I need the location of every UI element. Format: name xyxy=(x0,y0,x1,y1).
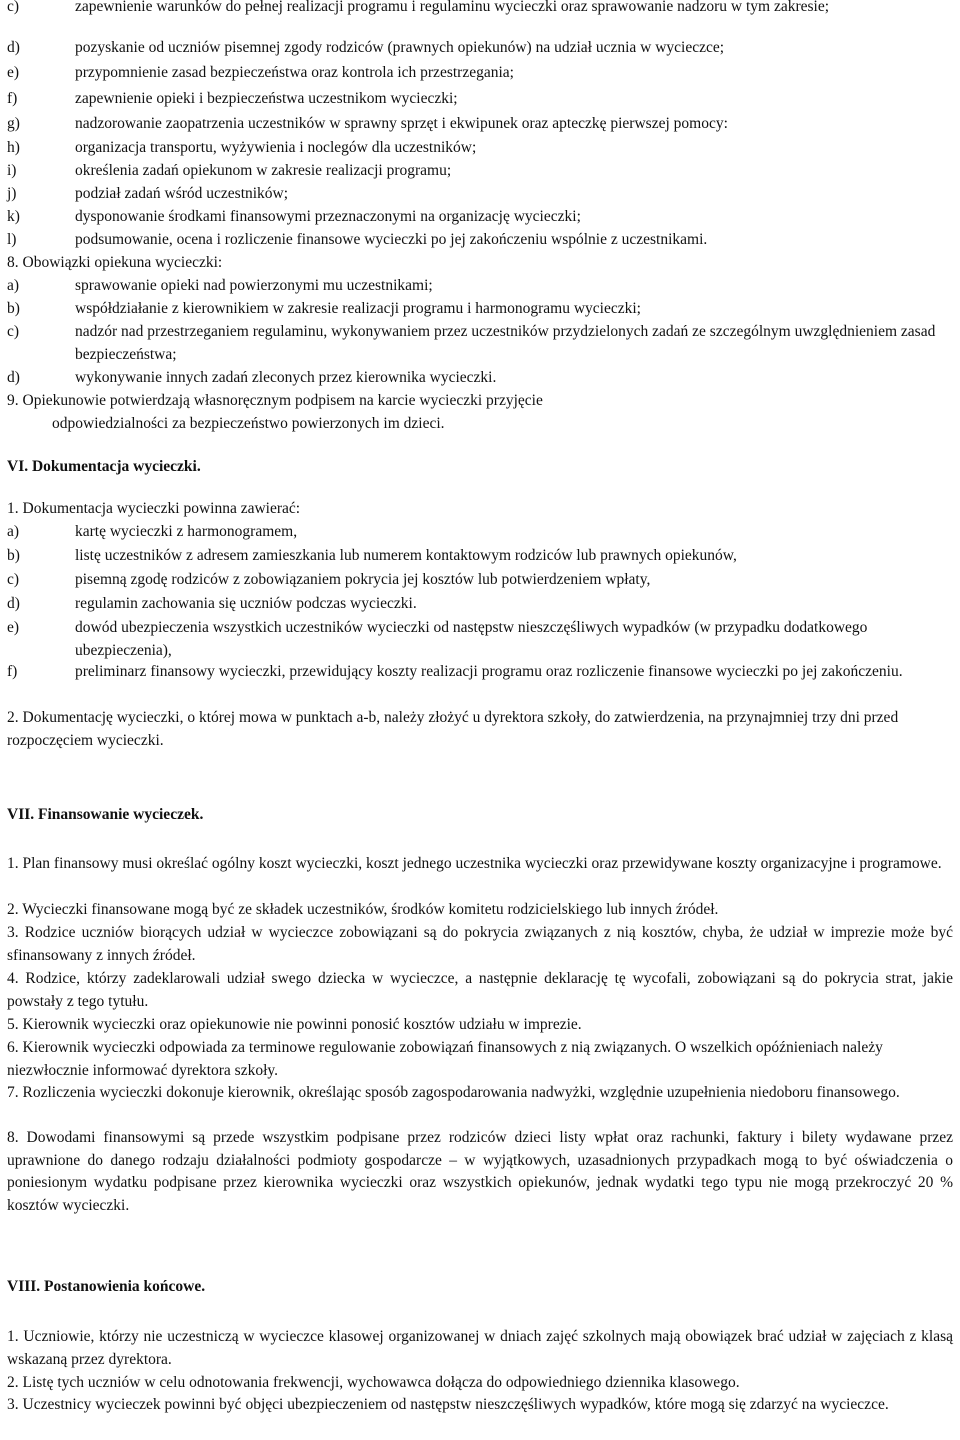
list-item-label: a) xyxy=(7,523,20,540)
list-item-label: b) xyxy=(7,547,20,564)
list-item-text: kartę wycieczki z harmonogramem, xyxy=(75,523,298,540)
section-7-para-2: 2. Wycieczki finansowane mogą być ze składek uczestników, środków komitetu rodzicielskiego lub innych źródeł. xyxy=(7,901,719,918)
list-item-label: g) xyxy=(7,115,20,132)
list-item-label: e) xyxy=(7,619,20,636)
section-6-para-2: 2. Dokumentację wycieczki, o której mowa w punktach a-b, należy złożyć u dyrektora szkoły, do zatwierdzenia, na przynajmniej trzy dni przed rozpoczęciem wycieczki. xyxy=(7,709,899,749)
section-7-para-3: 3. Rodzice uczniów biorących udział w wycieczce zobowiązani są do pokrycia związanych z nią kosztów, chyba, że udział w imprezie może być sfinansowany z innych źródeł. xyxy=(7,924,953,964)
list-item-text: pozyskanie od uczniów pisemnej zgody rodziców (prawnych opiekunów) na udział ucznia w wycieczce; xyxy=(75,39,725,56)
list-item-text: podział zadań wśród uczestników; xyxy=(75,185,289,202)
list-item-text: preliminarz finansowy wycieczki, przewidujący koszty realizacji programu oraz rozliczenie finansowe wycieczki po jej zakończeniu. xyxy=(75,663,903,680)
list-item-text: listę uczestników z adresem zamieszkania lub numerem kontaktowym rodziców lub prawnych opiekunów, xyxy=(75,547,737,564)
list-item-label: j) xyxy=(7,185,17,202)
list-item-label: i) xyxy=(7,162,17,179)
list-item-label: f) xyxy=(7,663,18,680)
paragraph-9-line2: odpowiedzialności za bezpieczeństwo powierzonych im dzieci. xyxy=(52,415,445,432)
section-8-para-3: 3. Uczestnicy wycieczek powinni być objęci ubezpieczeniem od następstw nieszczęśliwych wypadków, które mogą się zdarzyć na wycieczce. xyxy=(7,1396,889,1413)
list-item-label: d) xyxy=(7,369,20,386)
list-item-text: dowód ubezpieczenia wszystkich uczestników wycieczki od następstw nieszczęśliwych wypadków (w przypadku dodatkowego ubezpieczenia), xyxy=(75,619,868,659)
list-item-text: określenia zadań opiekunom w zakresie realizacji programu; xyxy=(75,162,452,179)
list-item-label: c) xyxy=(7,323,20,340)
list-item-label: b) xyxy=(7,300,20,317)
list-item-label: f) xyxy=(7,90,18,107)
list-item-label: c) xyxy=(7,571,20,588)
list-item-label: d) xyxy=(7,39,20,56)
list-item-label: k) xyxy=(7,208,20,225)
list-item-text: nadzorowanie zaopatrzenia uczestników w sprawny sprzęt i ekwipunek oraz apteczkę pierwszej pomocy: xyxy=(75,115,728,132)
list-item-label: e) xyxy=(7,64,20,81)
list-item-text: regulamin zachowania się uczniów podczas wycieczki. xyxy=(75,595,417,612)
section-7-para-8: 8. Dowodami finansowymi są przede wszystkim podpisane przez rodziców dzieci listy wpłat oraz rachunki, faktury i bilety wydawane przez uprawnione do danego rodzaju działalności podmioty gospodarcze – w wyjątkowych, uzasadnionych przypadkach mogą to być oświadczenia o poniesionym wydatku podpisane przez kierownika wycieczki oraz wszystkich opiekunów, jednak wydatki tego typu nie mogą przekroczyć 20 % kosztów wycieczki. xyxy=(7,1129,953,1214)
section-7-para-6: 6. Kierownik wycieczki odpowiada za terminowe regulowanie zobowiązań finansowych z nią związanych. O wszelkich opóźnieniach należy niezwłocznie informować dyrektora szkoły. xyxy=(7,1039,883,1079)
section-8-para-1: 1. Uczniowie, którzy nie uczestniczą w wycieczce klasowej organizowanej w dniach zajęć szkolnych mają obowiązek brać udział w zajęciach z klasą wskazaną przez dyrektora. xyxy=(7,1328,953,1368)
section-6-para-1: 1. Dokumentacja wycieczki powinna zawierać: xyxy=(7,500,301,517)
section-7-para-7: 7. Rozliczenia wycieczki dokonuje kierownik, określając sposób zagospodarowania nadwyżki, względnie uzupełnienia niedoboru finansowego. xyxy=(7,1084,900,1101)
section-7-para-4: 4. Rodzice, którzy zadeklarowali udział swego dziecka w wycieczce, a następnie deklarację tę wycofali, zobowiązani są do pokrycia strat, jakie powstały z tego tytułu. xyxy=(7,970,953,1010)
list-item-label: h) xyxy=(7,139,20,156)
list-item-text: dysponowanie środkami finansowymi przeznaczonymi na organizację wycieczki; xyxy=(75,208,581,225)
list-item-text: przypomnienie zasad bezpieczeństwa oraz kontrola ich przestrzegania; xyxy=(75,64,514,81)
list-item-text: współdziałanie z kierownikiem w zakresie realizacji programu i harmonogramu wycieczki; xyxy=(75,300,641,317)
paragraph-9-line1: 9. Opiekunowie potwierdzają własnoręcznym podpisem na karcie wycieczki przyjęcie xyxy=(7,392,543,409)
list-item-label: d) xyxy=(7,595,20,612)
section-7-title: VII. Finansowanie wycieczek. xyxy=(7,806,204,823)
section-7-para-1: 1. Plan finansowy musi określać ogólny koszt wycieczki, koszt jednego uczestnika wycieczki oraz przewidywane koszty organizacyjne i programowe. xyxy=(7,855,942,872)
paragraph-8: 8. Obowiązki opiekuna wycieczki: xyxy=(7,254,223,271)
list-item-label: c) xyxy=(7,0,20,15)
list-item-text: wykonywanie innych zadań zleconych przez kierownika wycieczki. xyxy=(75,369,497,386)
list-item-text: nadzór nad przestrzeganiem regulaminu, wykonywaniem przez uczestników przydzielonych zadań ze szczególnym uwzględnieniem zasad bezpieczeństwa; xyxy=(75,323,936,363)
section-6-title: VI. Dokumentacja wycieczki. xyxy=(7,458,201,475)
list-item-text: podsumowanie, ocena i rozliczenie finansowe wycieczki po jej zakończeniu wspólnie z uczestnikami. xyxy=(75,231,708,248)
list-item-text: pisemną zgodę rodziców z zobowiązaniem pokrycia jej kosztów lub potwierdzeniem wpłaty, xyxy=(75,571,651,588)
list-item-label: a) xyxy=(7,277,20,294)
section-8-para-2: 2. Listę tych uczniów w celu odnotowania frekwencji, wychowawca dołącza do odpowiedniego dziennika klasowego. xyxy=(7,1374,740,1391)
list-item-text: zapewnienie warunków do pełnej realizacji programu i regulaminu wycieczki oraz sprawowanie nadzoru w tym zakresie; xyxy=(75,0,830,15)
list-item-text: organizacja transportu, wyżywienia i noclegów dla uczestników; xyxy=(75,139,477,156)
section-8-title: VIII. Postanowienia końcowe. xyxy=(7,1278,206,1295)
section-7-para-5: 5. Kierownik wycieczki oraz opiekunowie nie powinni ponosić kosztów udziału w imprezie. xyxy=(7,1016,582,1033)
list-item-text: sprawowanie opieki nad powierzonymi mu uczestnikami; xyxy=(75,277,433,294)
list-item-label: l) xyxy=(7,231,17,248)
list-item-text: zapewnienie opieki i bezpieczeństwa uczestnikom wycieczki; xyxy=(75,90,458,107)
